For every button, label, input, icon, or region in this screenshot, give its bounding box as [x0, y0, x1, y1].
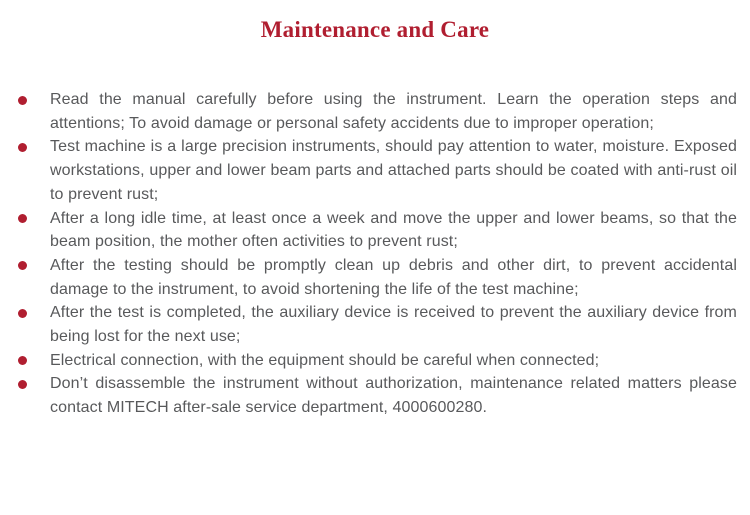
list-item-text: Read the manual carefully before using the instrument. Learn the operation steps and attentions; To avoid damage or personal safety accidents due to improper operation; [50, 91, 737, 132]
bullet-icon [18, 380, 27, 389]
list-item [0, 254, 737, 301]
list-item-text: Test machine is a large precision instruments, should pay attention to water, moisture. Exposed workstations, upper and lower beam parts and attached parts should be coated with anti-rust oil to prevent rust; [50, 138, 737, 203]
bullet-icon [18, 309, 27, 318]
list-item-text: Don’t disassemble the instrument without authorization, maintenance related matters please contact MITECH after-sale service department, 4000600280. [50, 375, 737, 417]
bullet-icon [18, 261, 27, 270]
bullet-icon [18, 96, 27, 105]
list-item-text: After the test is completed, the auxiliary device is received to prevent the auxiliary device from being lost for the next use; [50, 304, 737, 346]
page-title: Maintenance and Care [260, 17, 490, 42]
list-item [0, 135, 737, 206]
list-item [0, 349, 737, 373]
list-item-text: Electrical connection, with the equipment should be careful when connected; [50, 351, 600, 369]
maintenance-care-section [0, 16, 750, 515]
list-item-text: After a long idle time, at least once a week and move the upper and lower beams, so that the beam position, the mother often activities to prevent rust; [50, 209, 737, 251]
list-item-text: After the testing should be promptly clean up debris and other dirt, to prevent accidental damage to the instrument, to avoid shortening the life of the test machine; [50, 256, 737, 298]
bullet-icon [18, 143, 27, 152]
maintenance-list [0, 88, 737, 420]
list-item [0, 207, 737, 254]
bullet-icon [18, 356, 27, 365]
bullet-icon [18, 214, 27, 223]
list-item [0, 88, 737, 135]
list-item [0, 372, 737, 419]
list-item [0, 301, 737, 348]
